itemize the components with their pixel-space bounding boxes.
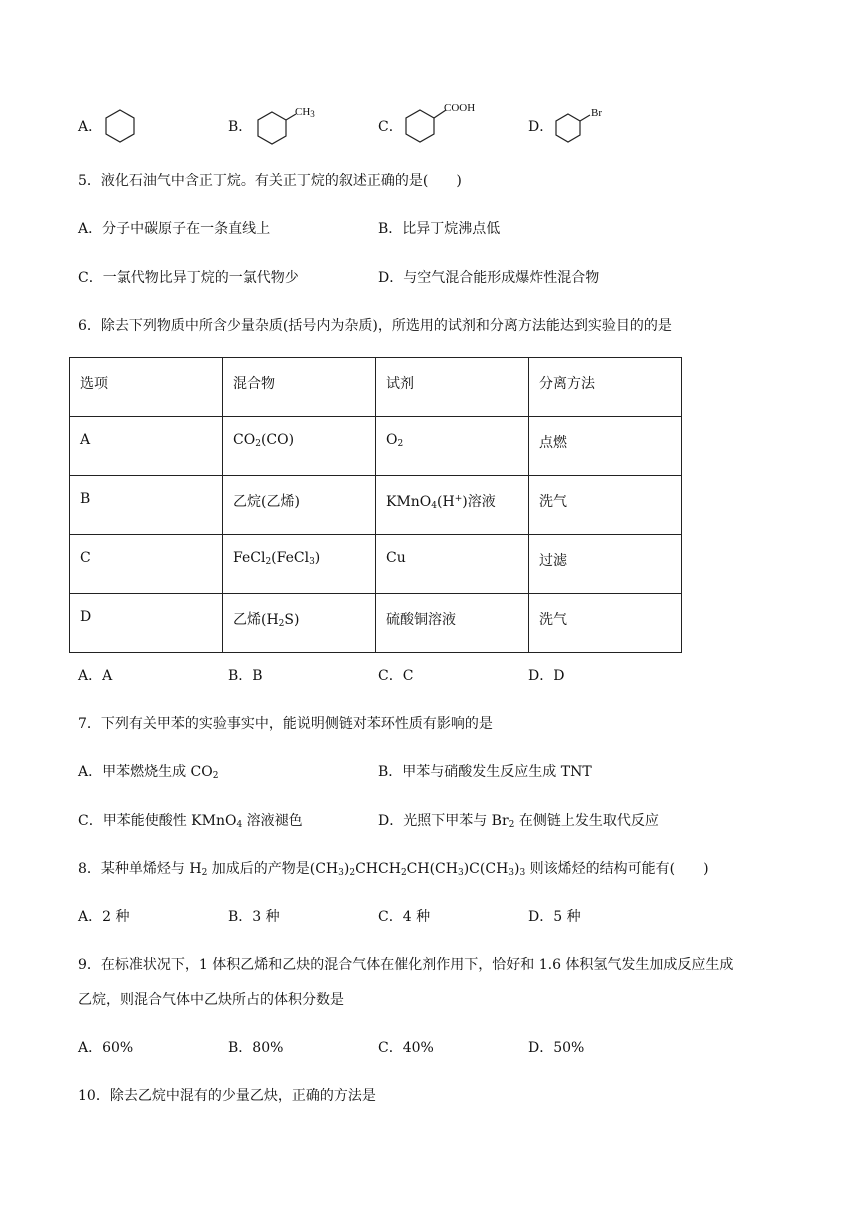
q7-option-a: A．甲苯燃烧生成 $CO_2$ <box>78 764 219 781</box>
table-cell: $O_2$ <box>376 417 529 476</box>
q5-stem: 5．液化石油气中含正丁烷。有关正丁烷的叙述正确的是( ) <box>78 173 462 189</box>
table-cell: 乙烷(乙烯) <box>223 476 376 535</box>
q9-stem-line1: 9．在标准状况下，1 体积乙烯和乙炔的混合气体在催化剂作用下，恰好和 1.6 体积氢气发生加成反应生成 <box>78 957 734 973</box>
q10-stem: 10．除去乙烷中混有的少量乙炔，正确的方法是 <box>78 1088 376 1104</box>
q4-option-c-letter: C． <box>378 119 403 135</box>
table-cell: D <box>70 594 223 653</box>
q6-option-b: B．B <box>228 668 263 684</box>
q9-option-a: A．60% <box>78 1040 134 1056</box>
table-row <box>70 476 682 535</box>
table-cell: 洗气 <box>529 476 682 535</box>
q6-stem: 6．除去下列物质中所含少量杂质(括号内为杂质)，所选用的试剂和分离方法能达到实验目的的是 <box>78 318 672 334</box>
q8-option-b: B．3 种 <box>228 909 280 925</box>
q5-option-b: B．比异丁烷沸点低 <box>378 221 501 237</box>
q5-option-c: C．一氯代物比异丁烷的一氯代物少 <box>78 270 299 286</box>
q6-table <box>69 357 682 653</box>
table-row <box>70 535 682 594</box>
table-cell: KMnO$_4$(H+)溶液 <box>376 476 529 535</box>
bromo-label: Br <box>591 107 602 119</box>
q6-option-d: D．D <box>528 668 565 684</box>
q6-option-a: A．A <box>78 668 113 684</box>
table-cell: B <box>70 476 223 535</box>
table-row <box>70 417 682 476</box>
table-header-cell: 选项 <box>70 358 223 417</box>
q7-option-c: C．甲苯能使酸性 KMnO$_4$ 溶液褪色 <box>78 813 303 830</box>
benzoic-acid-structure-c <box>402 102 482 144</box>
table-cell: FeCl$_2$(FeCl$_3$) <box>223 535 376 594</box>
q5-option-d: D．与空气混合能形成爆炸性混合物 <box>378 270 600 286</box>
q8-stem: 8．某种单烯烃与 $H_2$ 加成后的产物是$(CH_3)_2CHCH_2CH(CH_3)C(CH_3)_3$ 则该烯烃的结构可能有( ) <box>78 861 709 878</box>
q8-option-c: C．4 种 <box>378 909 431 925</box>
table-cell: $CO_2(CO)$ <box>223 417 376 476</box>
bromobenzene-structure-d <box>552 106 612 146</box>
q9-option-b: B．80% <box>228 1040 284 1056</box>
q9-option-c: C．40% <box>378 1040 434 1056</box>
q7-option-d: D．光照下甲苯与 $Br_2$ 在侧链上发生取代反应 <box>378 813 659 830</box>
table-cell: 点燃 <box>529 417 682 476</box>
q4-option-d-letter: D． <box>528 119 554 135</box>
table-header-cell: 试剂 <box>376 358 529 417</box>
q7-stem: 7．下列有关甲苯的实验事实中，能说明侧链对苯环性质有影响的是 <box>78 716 493 732</box>
benzene-structure-a <box>102 108 138 144</box>
q7-option-b: B．甲苯与硝酸发生反应生成 TNT <box>378 764 592 780</box>
q4-option-b-letter: B． <box>228 119 253 135</box>
q6-option-c: C．C <box>378 668 414 684</box>
table-cell: 硫酸铜溶液 <box>376 594 529 653</box>
q5-option-a: A．分子中碳原子在一条直线上 <box>78 221 271 237</box>
table-cell: 过滤 <box>529 535 682 594</box>
table-header-cell: 分离方法 <box>529 358 682 417</box>
table-header-row <box>70 358 682 417</box>
table-cell: 洗气 <box>529 594 682 653</box>
q8-option-d: D．5 种 <box>528 909 581 925</box>
table-cell: Cu <box>376 535 529 594</box>
table-cell: 乙烯$(H_2S)$ <box>223 594 376 653</box>
q4-option-a-letter: A． <box>78 119 103 135</box>
table-cell: A <box>70 417 223 476</box>
table-cell: C <box>70 535 223 594</box>
toluene-structure-b <box>254 106 324 146</box>
table-row <box>70 594 682 653</box>
table-header-cell: 混合物 <box>223 358 376 417</box>
carboxyl-label: COOH <box>444 102 476 114</box>
q9-option-d: D．50% <box>528 1040 585 1056</box>
q9-stem-line2: 乙烷，则混合气体中乙炔所占的体积分数是 <box>78 992 344 1008</box>
q8-option-a: A．2 种 <box>78 909 130 925</box>
methyl-label: $CH_3$ <box>295 106 315 119</box>
